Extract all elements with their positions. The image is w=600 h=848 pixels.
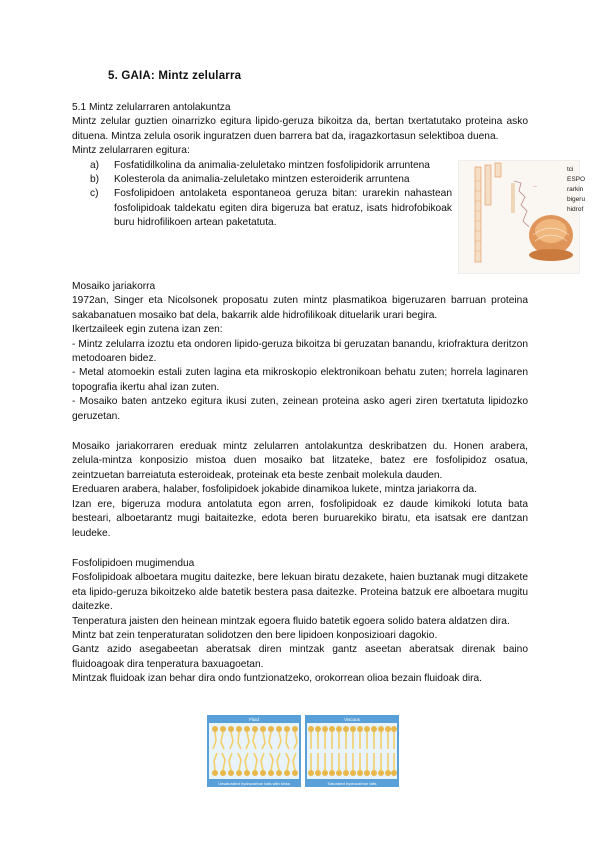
figure-side-line: hidrof xyxy=(567,206,584,213)
fluid-caption: Unsaturated hydrocarbon tails with kinks xyxy=(218,781,290,786)
list-marker: c) xyxy=(90,188,99,200)
list-item xyxy=(72,159,452,173)
figure-side-line: rarkin xyxy=(567,186,584,193)
fluid-label: Fluid xyxy=(249,717,259,722)
movement-paragraph: Mintzak fluidoak izan behar dira ondo funtzionatzeko, orokorrean olioa bezain fluidoak dira. xyxy=(72,673,483,685)
section-heading: Fosfolipidoen mugimendua xyxy=(72,557,195,569)
list-marker: b) xyxy=(90,174,100,186)
viscous-label: Viscous xyxy=(344,717,360,722)
mosaic-item: - Metal atomoekin estali zuten lagina eta mikroskopio elektronikoan behatu zuten; horrela laginaren topografia ikertu ahal izan zuten. xyxy=(72,367,528,393)
mosaic-item: - Mintz zelularra izoztu eta ondoren lipido-geruza bikoitza bi geruzatan banandu, kriofraktura deritzon metodoaren bidez. xyxy=(72,338,528,365)
intro-paragraph: Mintz zelular guztien oinarrizko egitura lipido-geruza bikoitza da, bertan txertatutako proteina asko dituena. Mintza zelula osorik inguratzen duen barrera bat da, iragazkortasun selektiboa duena. xyxy=(72,116,528,142)
membrane-figure-drawing xyxy=(459,161,579,273)
viscous-membrane-drawing xyxy=(305,715,399,787)
movement-paragraph: Gantz azido asegabeetan aberatsak diren mintzak gantz aseetan aberatsak direnak baino fluidoagoak dira tenperatura baxuagoetan. xyxy=(72,644,528,670)
section-heading: Mosaiko jariakorra xyxy=(72,281,156,292)
section-heading: 5.1 Mintz zelularraren antolakuntza xyxy=(72,102,231,113)
svg-text:—: — xyxy=(533,183,537,188)
figure-side-line: bigeru xyxy=(567,196,586,203)
list-item-text: Fosfolipidoen antolaketa espontaneoa geruza bitan: urarekin nahastean fosfolipidoak taldekatu egiten dira bigeruza bat eratuz, isats hidrofobikoak buru hidrofilikoen artean paketatuta. xyxy=(114,188,452,229)
model-paragraph: Ereduaren arabera, halaber, fosfolipidoek jokabide dinamikoa lukete, mintza jariakorra da. xyxy=(72,484,477,496)
movement-paragraph: Fosfolipidoak alboetara mugitu daitezke, bere lekuan biratu dezakete, haien buztanak mugi ditzakete eta lipido-geruza bikoitzeko alde batetik bestera pasa daitezke. Proteina batzuk ere alboetara mugitu daitezke. xyxy=(72,572,528,613)
mosaic-item: - Mosaiko baten antzeko egitura ikusi zuten, zeinean proteina asko ageri ziren txertatuta lipidozko geruzetan. xyxy=(72,396,528,422)
section-mosaic xyxy=(72,280,528,687)
fluid-membrane-figure xyxy=(207,715,301,787)
movement-paragraph: Mintz bat zein tenperaturatan solidotzen den bere lipidoen konposizioari dagokio. xyxy=(72,629,438,641)
model-paragraph: Izan ere, bigeruza modura antolatuta egon arren, fosfolipidoak ez daude kimikoki lotuta bata besteari, alboetarantz mugi baitaitezke, edota beren buruarekiko biratu, eta isatsak ere dantzan leudeke. xyxy=(72,498,528,539)
figure-side-text xyxy=(567,165,600,215)
list-item xyxy=(72,173,452,187)
page-title: 5. GAIA: Mintz zelularra xyxy=(108,70,242,82)
membrane-structure-figure xyxy=(458,160,586,274)
movement-paragraph: Tenperatura jaisten den heinean mintzak egoera fluido batetik egoera solido batera aldatzen dira. xyxy=(72,615,510,627)
figure-side-line: tci xyxy=(567,166,574,173)
list-item-text: Kolesterola da animalia-zeluletako mintzen esteroiderik arruntena xyxy=(114,174,410,186)
model-paragraph: Mosaiko jariakorraren ereduak mintz zelularren antolakuntza deskribatzen du. Honen arabera, zelula-mintza konposizio mistoa duen mosaiko bat litzateke, batez ere fosfolipidoz osatua, zeintzuetan barreiatuta esteroideak, proteinak eta beste zenbait molekula dauden. xyxy=(72,441,528,481)
list-item-text: Fosfatidilkolina da animalia-zeluletako mintzen fosfolipidorik arruntena xyxy=(114,159,430,171)
mosaic-paragraph: 1972an, Singer eta Nicolsonek proposatu zuten mintz plasmatikoa bigeruzaren barruan proteina sakabanatuen mosaiko bat dela, bakarrik alde hidrofilikoak dituelarik urari begira. xyxy=(72,295,528,321)
structure-label: Mintz zelularraren egitura: xyxy=(72,145,190,157)
list-item xyxy=(72,187,452,230)
fluid-membrane-drawing xyxy=(207,715,301,787)
viscous-membrane-figure xyxy=(305,715,399,787)
figure-side-line: ESPO xyxy=(567,176,586,183)
viscous-caption: Saturated hydrocarbon tails xyxy=(327,781,377,786)
mosaic-paragraph: Ikertzaileek egin zutena izan zen: xyxy=(72,324,223,336)
list-marker: a) xyxy=(90,159,100,171)
